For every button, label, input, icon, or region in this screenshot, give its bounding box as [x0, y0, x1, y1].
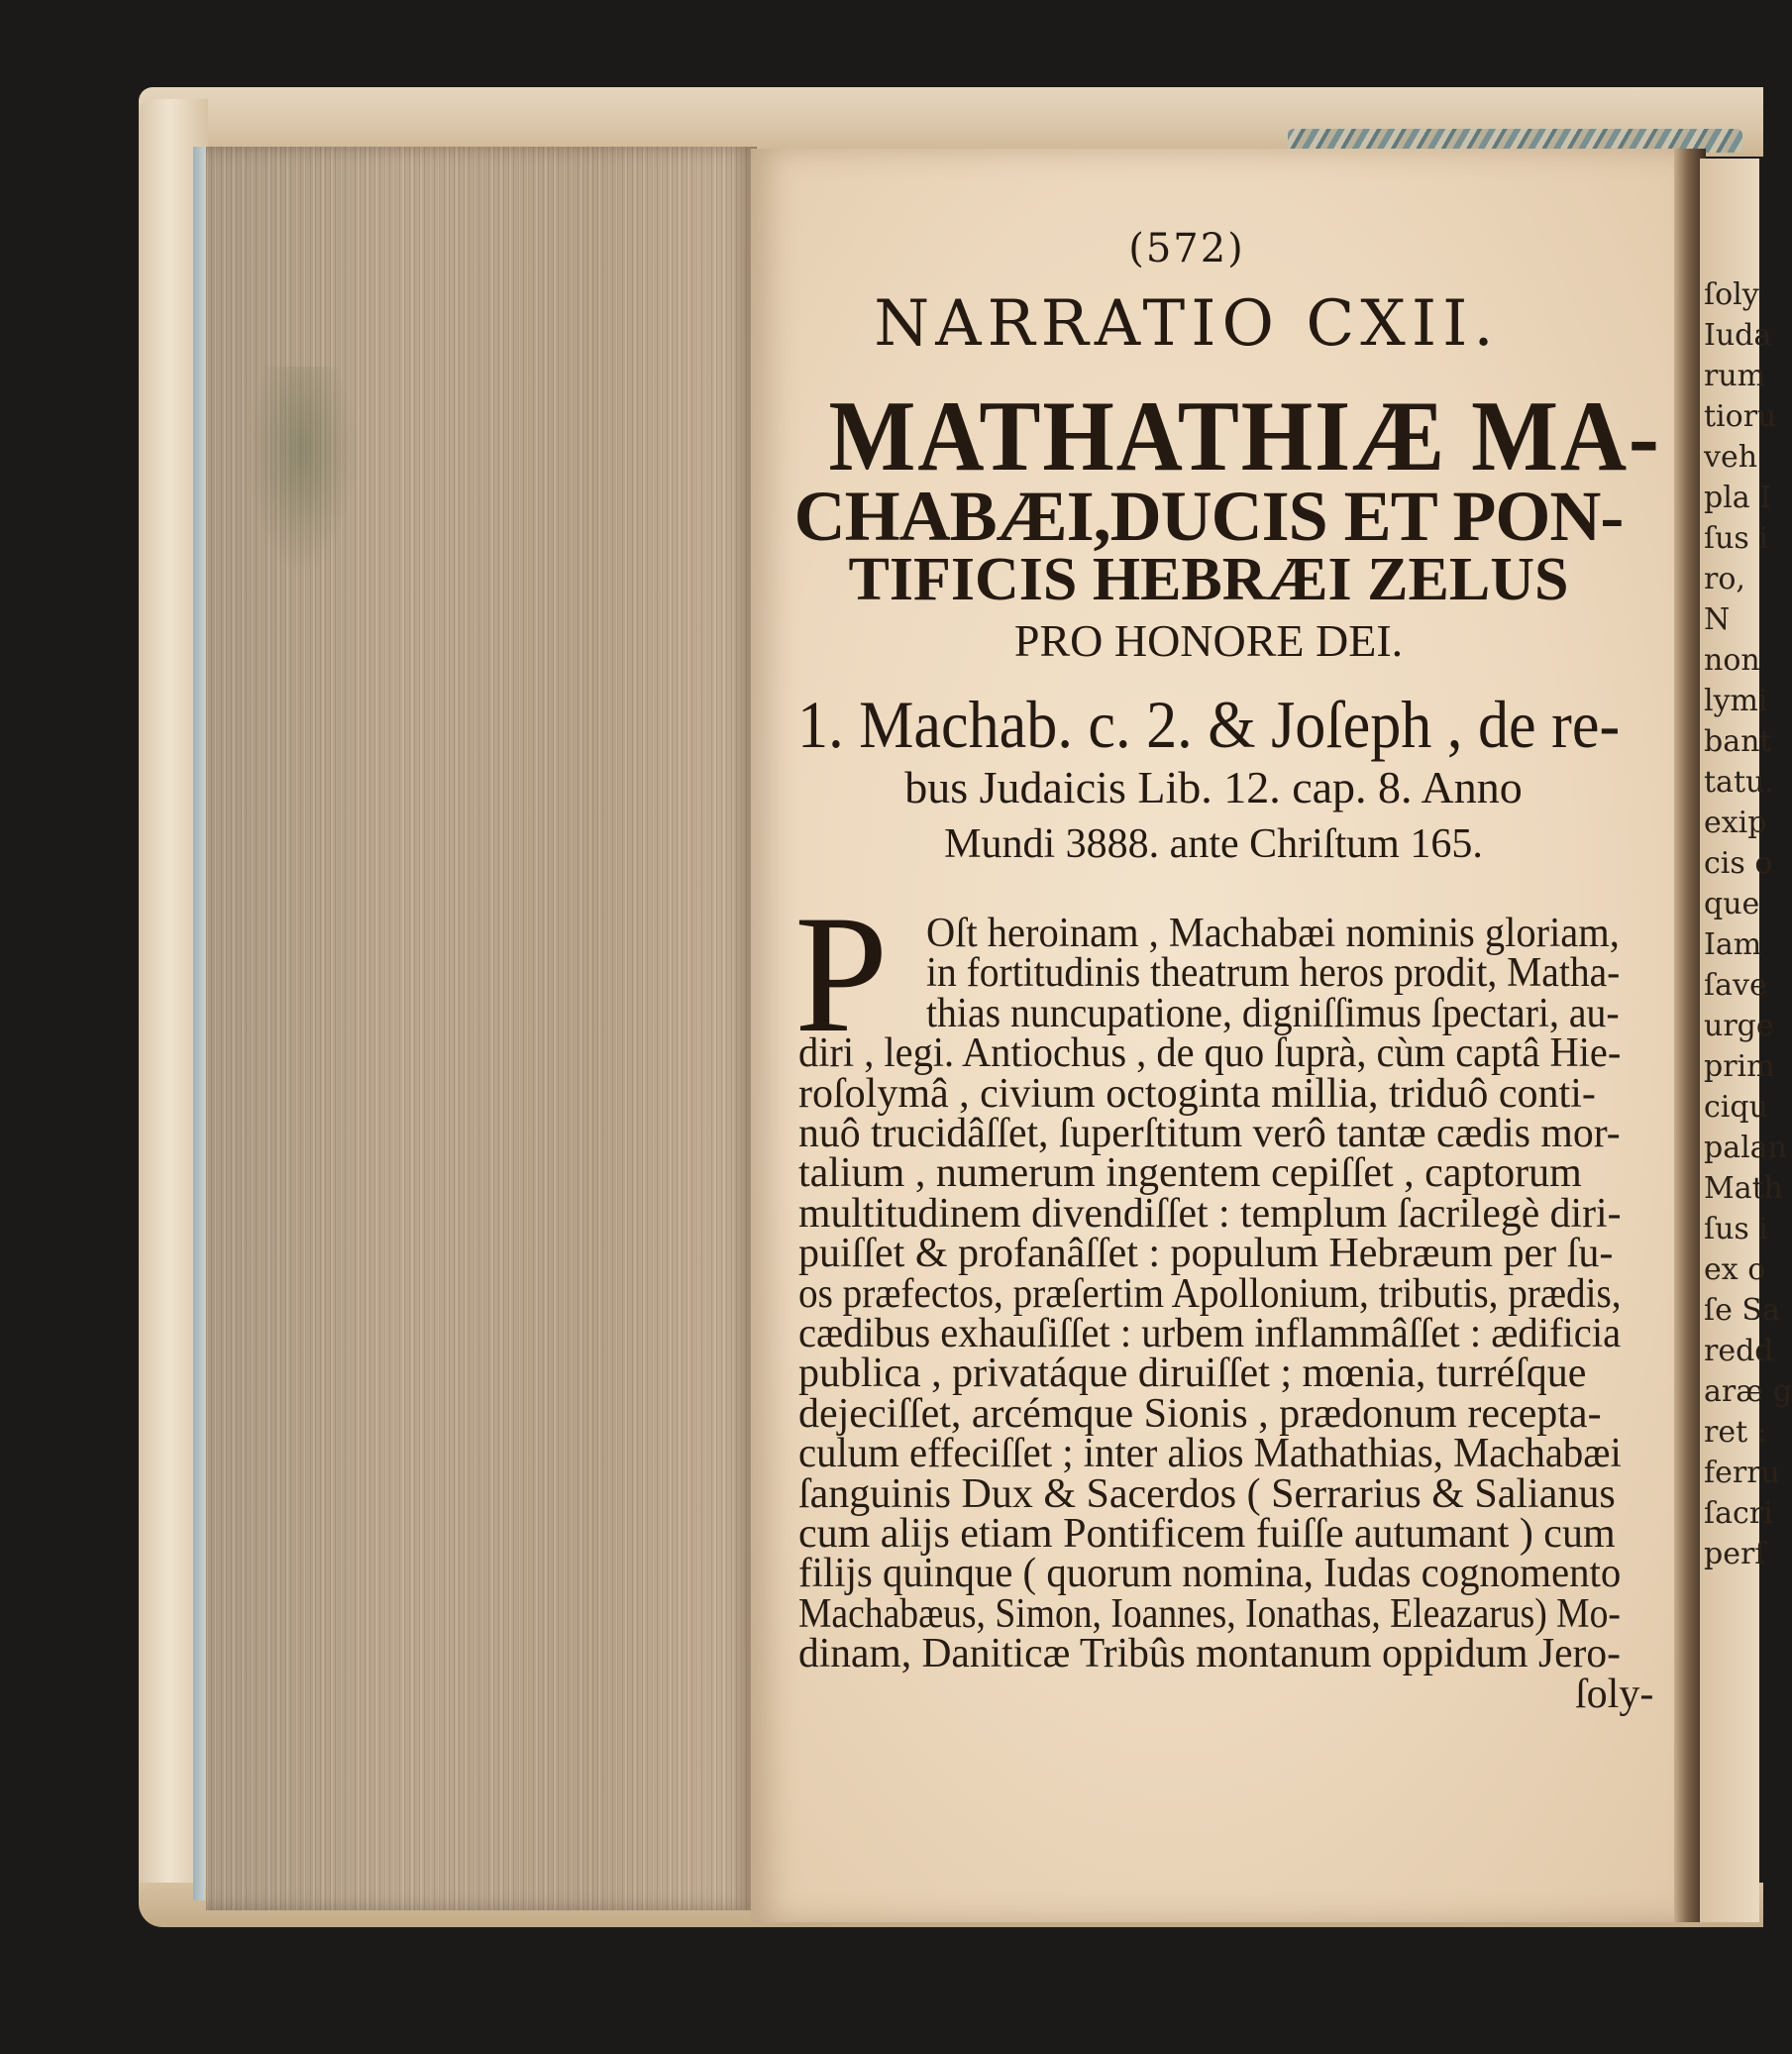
facing-page-line: ro,: [1704, 562, 1745, 596]
facing-page-line: aræ g: [1704, 1374, 1792, 1409]
water-stain: [248, 367, 357, 575]
facing-page-line: N: [1704, 602, 1731, 637]
body-line: roſolymâ , civium octoginta millia, triduô conti-: [798, 1070, 1596, 1117]
body-line: puiſſet & profanâſſet : populum Hebræum per ſu-: [798, 1231, 1614, 1277]
title-line-4: PRO HONORE DEI.: [1013, 615, 1404, 666]
facing-page-line: redd: [1704, 1334, 1774, 1368]
body-line: ſoly-: [1575, 1671, 1654, 1717]
facing-page-line: palan: [1704, 1131, 1787, 1165]
facing-page-line: Math: [1704, 1171, 1783, 1206]
facing-page-line: Iuda: [1704, 318, 1772, 353]
body-line: cædibus exhauſiſſet : urbem inflammâſſet : ædificia: [798, 1311, 1622, 1356]
facing-page-line: ſus i: [1704, 521, 1768, 556]
body-line: ſanguinis Dux & Sacerdos ( Serrarius & Salianus: [798, 1470, 1616, 1517]
reference-line-2: bus Judaicis Lib. 12. cap. 8. Anno: [904, 762, 1523, 812]
facing-page-line: veh: [1704, 440, 1758, 475]
facing-page-line: tatu.: [1704, 765, 1774, 800]
facing-page-line: exip: [1704, 806, 1767, 840]
cover-inner-edge: [193, 147, 205, 1900]
facing-page-line: rum: [1704, 359, 1766, 393]
body-line: in fortitudinis theatrum heros prodit, Matha-: [926, 950, 1621, 997]
body-line: diri , legi. Antiochus , de quo ſuprà, cùm captâ Hie-: [798, 1030, 1622, 1077]
facing-page-line: ſus i: [1704, 1212, 1768, 1246]
body-line: Machabæus, Simon, Ioannes, Ionathas, Eleazarus) Mo-: [798, 1590, 1621, 1637]
facing-page-line: ſave: [1704, 968, 1767, 1003]
facing-page-line: perſ: [1704, 1537, 1766, 1571]
facing-page-line: non: [1704, 643, 1760, 678]
facing-page-line: prim: [1704, 1049, 1775, 1084]
body-line: Oſt heroinam , Machabæi nominis gloriam,: [926, 911, 1620, 956]
body-line: culum effeciſſet ; inter alios Mathathias, Machabæi: [798, 1431, 1622, 1477]
facing-page-line: Iam: [1704, 927, 1762, 962]
body-line: multitudinem divendiſſet : templum ſacrilegè diri-: [798, 1190, 1622, 1237]
body-line: filijs quinque ( quorum nomina, Iudas cognomento: [798, 1551, 1622, 1597]
body-line: os præfectos, præſertim Apollonium, tributis, prædis,: [798, 1270, 1622, 1317]
reference-line-1: 1. Machab. c. 2. & Joſeph , de re-: [797, 687, 1621, 762]
facing-page-fragment: [1700, 159, 1792, 1922]
narratio-heading: NARRATIO CXII.: [874, 287, 1500, 361]
facing-page-line: lymi: [1704, 684, 1768, 718]
facing-page-line: urge: [1704, 1009, 1774, 1043]
body-line: dinam, Daniticæ Tribûs montanum oppidum Jero-: [798, 1631, 1621, 1677]
title-line-3: TIFICIS HEBRÆI ZELUS: [848, 546, 1569, 613]
page-number: (572): [1128, 226, 1245, 271]
body-line: publica , privatáque diruiſſet ; mœnia, turréſque: [798, 1351, 1587, 1397]
facing-page-line: ſe Sa: [1704, 1293, 1780, 1328]
title-line-1: MATHATHIÆ MA-: [828, 380, 1661, 492]
drop-cap: P: [794, 881, 889, 1067]
body-line: cum alijs etiam Pontificem fuiſſe autumant ) cum: [798, 1511, 1616, 1557]
facing-page-line: tioru: [1704, 399, 1777, 434]
body-line: thias nuncupatione, digniſſimus ſpectari, au-: [926, 990, 1620, 1036]
facing-page-line: ret :: [1704, 1415, 1767, 1450]
body-line: nuô trucidâſſet, ſuperſtitum verô tantæ cædis mor-: [798, 1111, 1621, 1156]
body-line: dejeciſſet, arcémque Sionis , prædonum recepta-: [798, 1390, 1602, 1437]
title-line-2: CHABÆI,DUCIS ET PON-: [793, 477, 1624, 556]
facing-page-line: ſacri: [1704, 1496, 1773, 1531]
facing-page-line: ciqu: [1704, 1090, 1768, 1125]
facing-page-line: ferru: [1704, 1456, 1780, 1490]
facing-page-line: pla I: [1704, 481, 1772, 515]
facing-page-line: bant: [1704, 724, 1772, 759]
body-line: talium , numerum ingentem cepiſſet , captorum: [798, 1150, 1582, 1197]
facing-page-line: ex o: [1704, 1252, 1766, 1287]
facing-page-line: ſoly: [1704, 277, 1759, 312]
facing-page-line: que: [1704, 887, 1760, 921]
facing-page-line: cis o: [1704, 846, 1773, 881]
reference-line-3: Mundi 3888. ante Chriſtum 165.: [944, 821, 1483, 867]
